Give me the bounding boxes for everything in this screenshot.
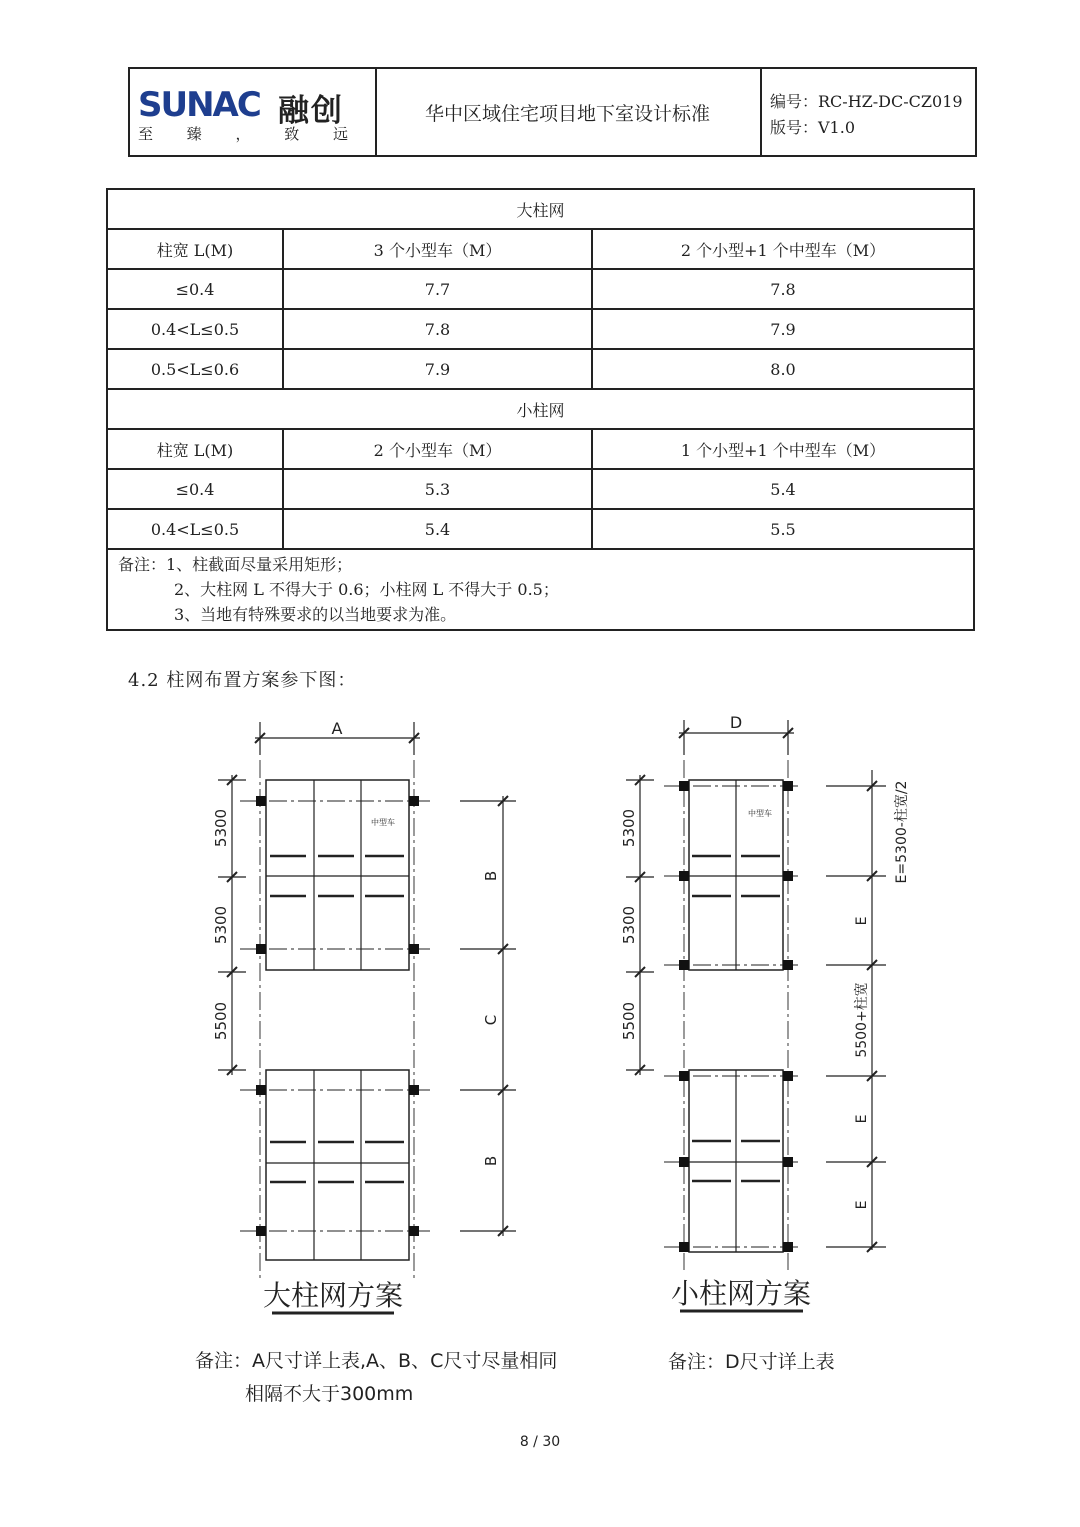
table-header-cell: 3 个小型车（M） <box>283 229 592 269</box>
tagline-char: 致 <box>284 125 300 143</box>
tagline-char: ， <box>235 125 251 143</box>
dim-right-label: E=5300-柱宽/2 <box>894 780 910 884</box>
table-cell: 5.3 <box>283 469 592 509</box>
dim-right-label: B <box>482 870 500 882</box>
dim-right-label: B <box>482 1155 500 1167</box>
table-header-cell: 柱宽 L(M) <box>107 229 283 269</box>
logo-cell <box>130 69 377 155</box>
table-cell: 7.9 <box>592 309 974 349</box>
table-cell: ≤0.4 <box>107 469 283 509</box>
note-line: 2、大柱网 L 不得大于 0.6；小柱网 L 不得大于 0.5； <box>174 580 559 599</box>
table-cell: 7.8 <box>283 309 592 349</box>
car-label: 中型车 <box>748 809 772 818</box>
table-cell: 8.0 <box>592 349 974 389</box>
table-header-cell: 2 个小型车（M） <box>283 429 592 469</box>
dim-d-label: D <box>729 713 743 732</box>
car-label: 中型车 <box>371 818 395 827</box>
document-code: 编号：RC-HZ-DC-CZ019 <box>770 92 963 111</box>
dim-a-label: A <box>331 719 343 738</box>
table-notes <box>107 549 974 630</box>
column-grid-table <box>106 188 975 631</box>
table-cell: 7.9 <box>283 349 592 389</box>
dim-left-label: 5500 <box>620 1001 638 1041</box>
table-cell: 7.7 <box>283 269 592 309</box>
large-grid-diagram <box>195 719 557 1405</box>
dim-right-label: E <box>854 916 870 926</box>
table-cell: 7.8 <box>592 269 974 309</box>
table-cell: 0.4<L≤0.5 <box>107 309 283 349</box>
tagline-char: 远 <box>332 125 348 143</box>
document-version: 版号：V1.0 <box>770 118 856 137</box>
table-cell: 5.5 <box>592 509 974 549</box>
logo-tagline <box>138 123 348 144</box>
page-number: 8 / 30 <box>519 1434 561 1450</box>
table-cell: 5.4 <box>283 509 592 549</box>
dim-left-label: 5500 <box>212 1001 230 1041</box>
large-grid-note: 备注：A尺寸详上表,A、B、C尺寸尽量相同 <box>195 1350 558 1372</box>
section-heading: 4.2 柱网布置方案参下图： <box>128 670 357 691</box>
note-line: 备注：1、柱截面尽量采用矩形； <box>118 555 353 574</box>
large-grid-note: 相隔不大于300mm <box>245 1383 414 1405</box>
dim-left-label: 5300 <box>212 905 230 945</box>
table-cell: 0.4<L≤0.5 <box>107 509 283 549</box>
table-header-cell: 1 个小型+1 个中型车（M） <box>592 429 974 469</box>
table-cell: 5.4 <box>592 469 974 509</box>
document-header <box>128 67 977 157</box>
dim-left-label: 5300 <box>620 905 638 945</box>
dim-right-label: E <box>854 1114 870 1124</box>
table-cell: ≤0.4 <box>107 269 283 309</box>
dim-right-label: 5500+柱宽 <box>854 982 870 1058</box>
note-line: 3、当地有特殊要求的以当地要求为准。 <box>174 605 457 624</box>
tagline-char: 至 <box>138 125 154 143</box>
company-logo-cn: 融创 <box>278 93 344 129</box>
dim-right-label: C <box>482 1014 500 1026</box>
document-title: 华中区域住宅项目地下室设计标准 <box>375 69 762 155</box>
small-grid-title: 小柱网 <box>107 389 974 429</box>
document-meta <box>760 69 975 155</box>
column-grid-diagrams <box>0 700 1080 1420</box>
dim-left-label: 5300 <box>620 808 638 848</box>
dim-left-label: 5300 <box>212 808 230 848</box>
dim-right-label: E <box>854 1200 870 1210</box>
large-grid-title: 大柱网 <box>107 189 974 229</box>
company-logo-en: SUNAC <box>138 85 260 125</box>
table-cell: 0.5<L≤0.6 <box>107 349 283 389</box>
small-grid-caption: 小柱网方案 <box>670 1277 812 1310</box>
large-grid-caption: 大柱网方案 <box>262 1279 404 1312</box>
small-grid-diagram <box>620 713 910 1373</box>
table-header-cell: 2 个小型+1 个中型车（M） <box>592 229 974 269</box>
tagline-char: 臻 <box>186 125 202 143</box>
small-grid-note: 备注：D尺寸详上表 <box>668 1351 835 1373</box>
table-header-cell: 柱宽 L(M) <box>107 429 283 469</box>
